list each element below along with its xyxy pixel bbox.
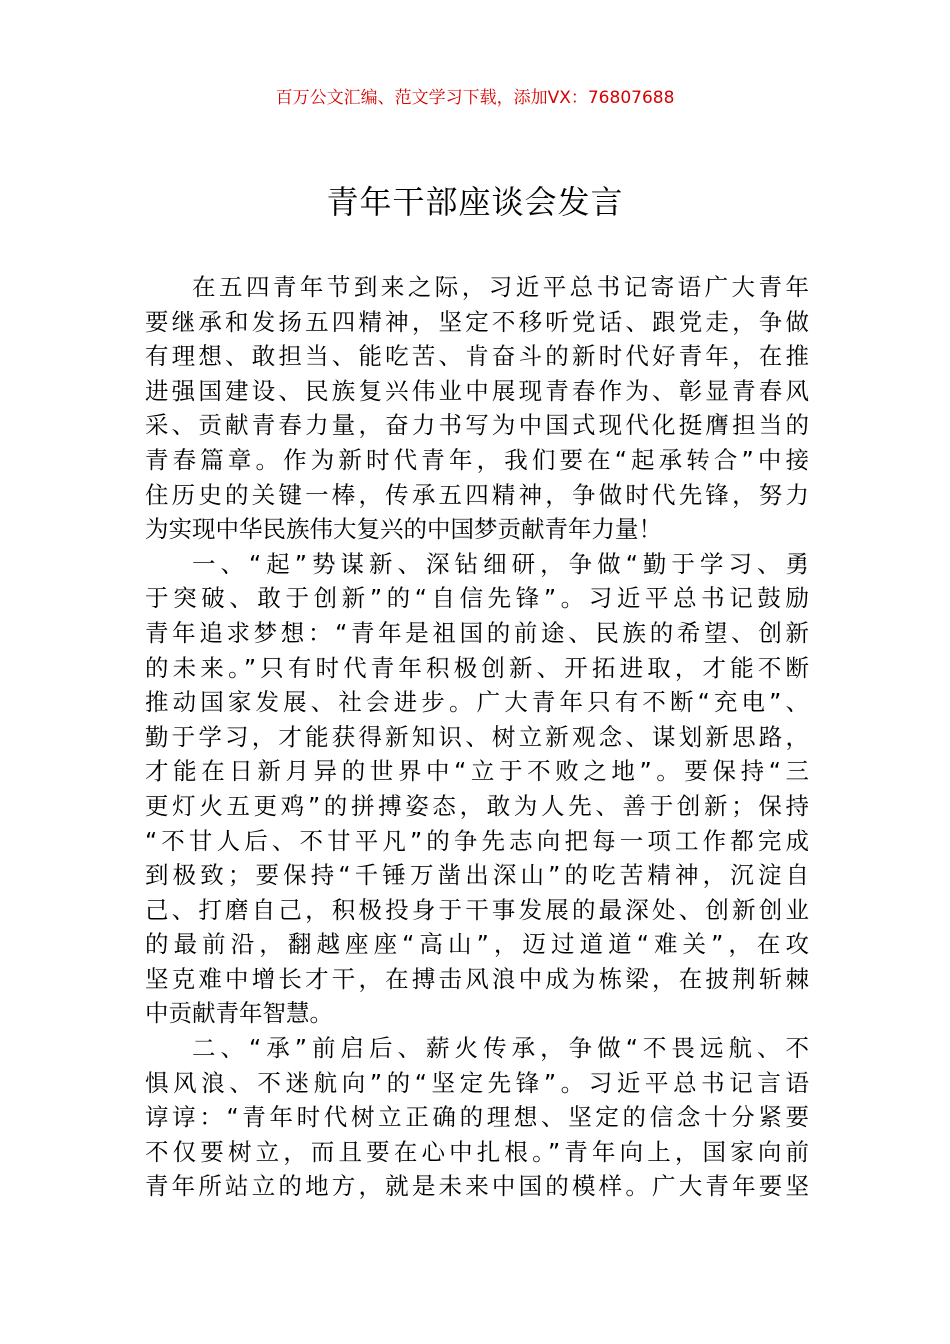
text-line: 青春篇章。作为新时代青年，我们要在“起承转合”中接 <box>145 445 809 474</box>
text-line: 进强国建设、民族复兴伟业中展现青春作为、彰显青春风 <box>145 376 809 405</box>
text-line: 为实现中华民族伟大复兴的中国梦贡献青年力量！ <box>145 515 662 544</box>
text-line: 一、“起”势谋新、深钻细研，争做“勤于学习、勇 <box>192 549 809 578</box>
text-line: “不甘人后、不甘平凡”的争先志向把每一项工作都完成 <box>145 826 809 855</box>
text-line: 勤于学习，才能获得新知识、树立新观念、谋划新思路， <box>145 722 809 751</box>
text-line: 的未来。”只有时代青年积极创新、开拓进取，才能不断 <box>145 653 809 682</box>
paragraph-section-two <box>145 1031 809 1204</box>
text-line: 谆谆：“青年时代树立正确的理想、坚定的信念十分紧要 <box>145 1103 809 1132</box>
text-line: 住历史的关键一棒，传承五四精神，争做时代先锋，努力 <box>145 480 809 509</box>
text-line: 于突破、敢于创新”的“自信先锋”。习近平总书记鼓励 <box>145 584 809 613</box>
document-title: 青年干部座谈会发言 <box>326 183 624 221</box>
text-line: 中贡献青年智慧。 <box>145 999 333 1028</box>
text-line: 的最前沿，翻越座座“高山”，迈过道道“难关”，在攻 <box>145 930 809 959</box>
text-line: 有理想、敢担当、能吃苦、肯奋斗的新时代好青年，在推 <box>145 342 809 371</box>
text-line: 不仅要树立，而且要在心中扎根。”青年向上，国家向前 <box>145 1137 809 1166</box>
text-line: 青年所站立的地方，就是未来中国的模样。广大青年要坚 <box>145 1172 809 1201</box>
text-line: 惧风浪、不迷航向”的“坚定先锋”。习近平总书记言语 <box>145 1068 809 1097</box>
text-line: 推动国家发展、社会进步。广大青年只有不断“充电”、 <box>145 688 809 717</box>
paragraph-intro <box>145 270 809 547</box>
text-line: 才能在日新月异的世界中“立于不败之地”。要保持“三 <box>145 757 809 786</box>
text-line: 更灯火五更鸡”的拼搏姿态，敢为人先、善于创新；保持 <box>145 791 809 820</box>
paragraph-section-one <box>145 547 809 1031</box>
text-line: 二、“承”前启后、薪火传承，争做“不畏远航、不 <box>192 1034 809 1063</box>
document-body <box>145 270 809 1204</box>
text-line: 在五四青年节到来之际，习近平总书记寄语广大青年 <box>192 273 809 301</box>
text-line: 坚克难中增长才干，在搏击风浪中成为栋梁，在披荆斩棘 <box>145 964 809 993</box>
text-line: 采、贡献青春力量，奋力书写为中国式现代化挺膺担当的 <box>145 411 809 440</box>
text-line: 到极致；要保持“千锤万凿出深山”的吃苦精神，沉淀自 <box>145 861 809 890</box>
header-watermark-note: 百万公文汇编、范文学习下载，添加VX：76807688 <box>275 88 675 108</box>
text-line: 己、打磨自己，积极投身于干事发展的最深处、创新创业 <box>145 895 809 924</box>
text-line: 青年追求梦想：“青年是祖国的前途、民族的希望、创新 <box>145 618 809 647</box>
text-line: 要继承和发扬五四精神，坚定不移听党话、跟党走，争做 <box>145 307 809 336</box>
